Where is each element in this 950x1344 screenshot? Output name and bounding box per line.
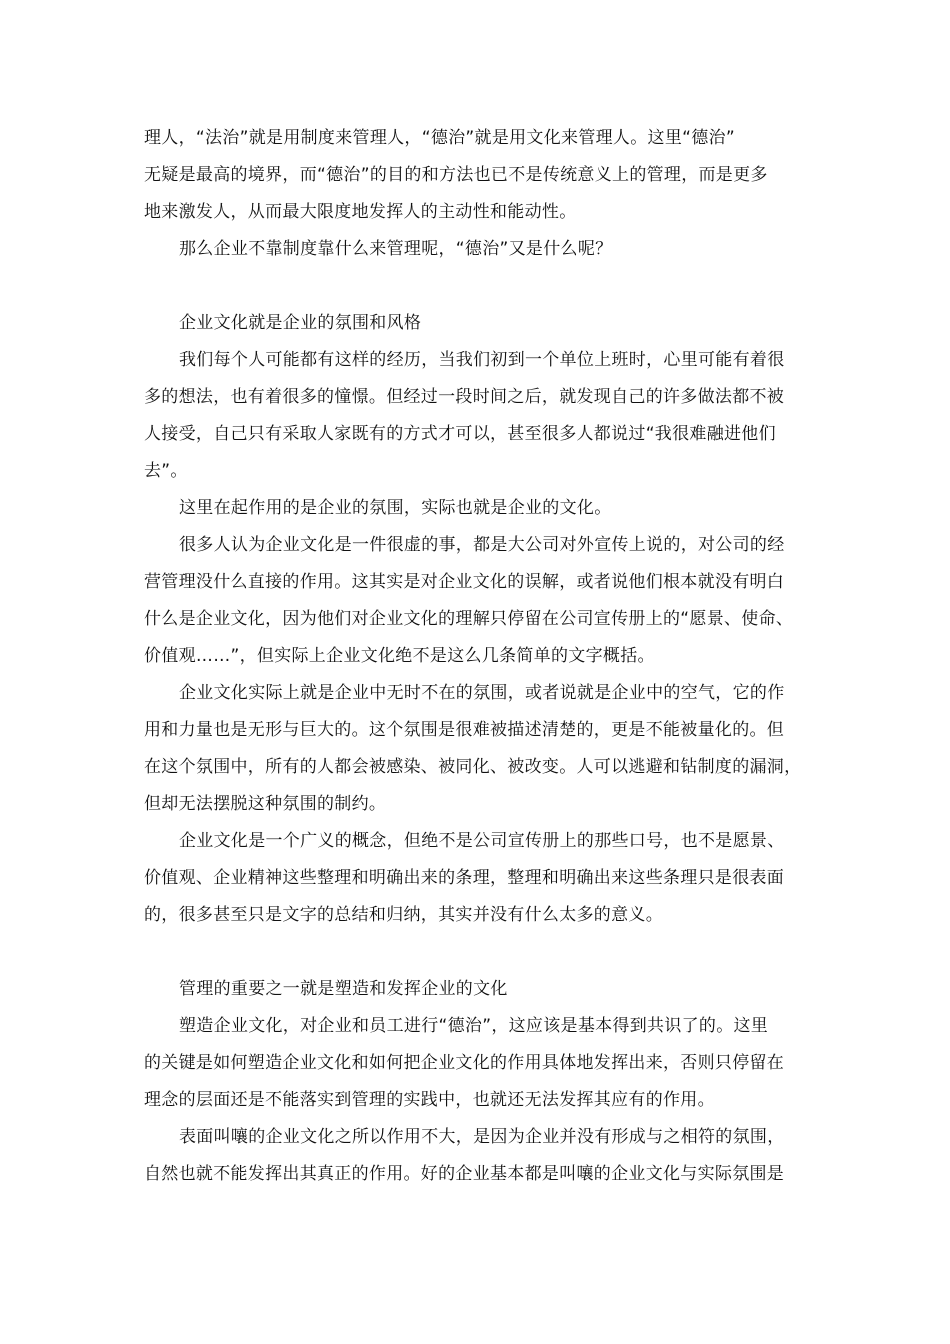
- text-line: 在这个氛围中，所有的人都会被感染、被同化、被改变。人可以逃避和钻制度的漏洞，: [144, 757, 802, 777]
- heading-text: 管理的重要之一就是塑造和发挥企业的文化: [179, 979, 508, 999]
- text-line: 什么是企业文化，因为他们对企业文化的理解只停留在公司宣传册上的“愿景、使命、: [144, 609, 794, 629]
- text-line: 人接受，自己只有采取人家既有的方式才可以，甚至很多人都说过“我很难融进他们: [144, 424, 776, 444]
- text-line: 多的想法，也有着很多的憧憬。但经过一段时间之后，就发现自己的许多做法都不被: [144, 387, 785, 407]
- text-line: 理念的层面还是不能落实到管理的实践中，也就还无法发挥其应有的作用。: [144, 1090, 715, 1110]
- paragraph-gap: [144, 934, 816, 971]
- text-line: 去”。: [144, 461, 188, 481]
- paragraph: [144, 823, 816, 934]
- paragraph: [144, 675, 816, 823]
- text-line: 那么企业不靠制度靠什么来管理呢，“德治”又是什么呢？: [179, 239, 613, 259]
- text-line: 地来激发人，从而最大限度地发挥人的主动性和能动性。: [144, 202, 577, 222]
- paragraph: [144, 231, 816, 268]
- paragraph: [144, 1119, 816, 1193]
- paragraph: [144, 342, 816, 490]
- paragraph: [144, 490, 816, 527]
- text-line: 的，很多甚至只是文字的总结和归纳，其实并没有什么太多的意义。: [144, 905, 663, 925]
- document-body: [144, 120, 816, 1193]
- text-line: 营管理没什么直接的作用。这其实是对企业文化的误解，或者说他们根本就没有明白: [144, 572, 785, 592]
- text-line: 自然也就不能发挥出其真正的作用。好的企业基本都是叫嚷的企业文化与实际氛围是: [144, 1164, 785, 1184]
- paragraph-gap: [144, 268, 816, 305]
- text-line: 用和力量也是无形与巨大的。这个氛围是很难被描述清楚的，更是不能被量化的。但: [144, 720, 785, 740]
- section-heading: [144, 305, 816, 342]
- text-line: 理人，“法治”就是用制度来管理人，“德治”就是用文化来管理人。这里“德治”: [144, 128, 735, 148]
- text-line: 的关键是如何塑造企业文化和如何把企业文化的作用具体地发挥出来，否则只停留在: [144, 1053, 785, 1073]
- text-line: 表面叫嚷的企业文化之所以作用不大，是因为企业并没有形成与之相符的氛围，: [179, 1127, 785, 1147]
- text-line: 价值观……”，但实际上企业文化绝不是这么几条简单的文字概括。: [144, 646, 655, 666]
- text-line: 企业文化实际上就是企业中无时不在的氛围，或者说就是企业中的空气，它的作: [179, 683, 785, 703]
- text-line: 无疑是最高的境界，而“德治”的目的和方法也已不是传统意义上的管理，而是更多: [144, 165, 768, 185]
- text-line: 企业文化是一个广义的概念，但绝不是公司宣传册上的那些口号，也不是愿景、: [179, 831, 785, 851]
- section-heading: [144, 971, 816, 1008]
- text-line: 很多人认为企业文化是一件很虚的事，都是大公司对外宣传上说的，对公司的经: [179, 535, 785, 555]
- paragraph: [144, 120, 816, 231]
- text-line: 价值观、企业精神这些整理和明确出来的条理，整理和明确出来这些条理只是很表面: [144, 868, 785, 888]
- paragraph: [144, 527, 816, 675]
- heading-text: 企业文化就是企业的氛围和风格: [179, 313, 422, 333]
- text-line: 但却无法摆脱这种氛围的制约。: [144, 794, 387, 814]
- text-line: 塑造企业文化，对企业和员工进行“德治”，这应该是基本得到共识了的。这里: [179, 1016, 769, 1036]
- text-line: 我们每个人可能都有这样的经历，当我们初到一个单位上班时，心里可能有着很: [179, 350, 785, 370]
- paragraph: [144, 1008, 816, 1119]
- text-line: 这里在起作用的是企业的氛围，实际也就是企业的文化。: [179, 498, 612, 518]
